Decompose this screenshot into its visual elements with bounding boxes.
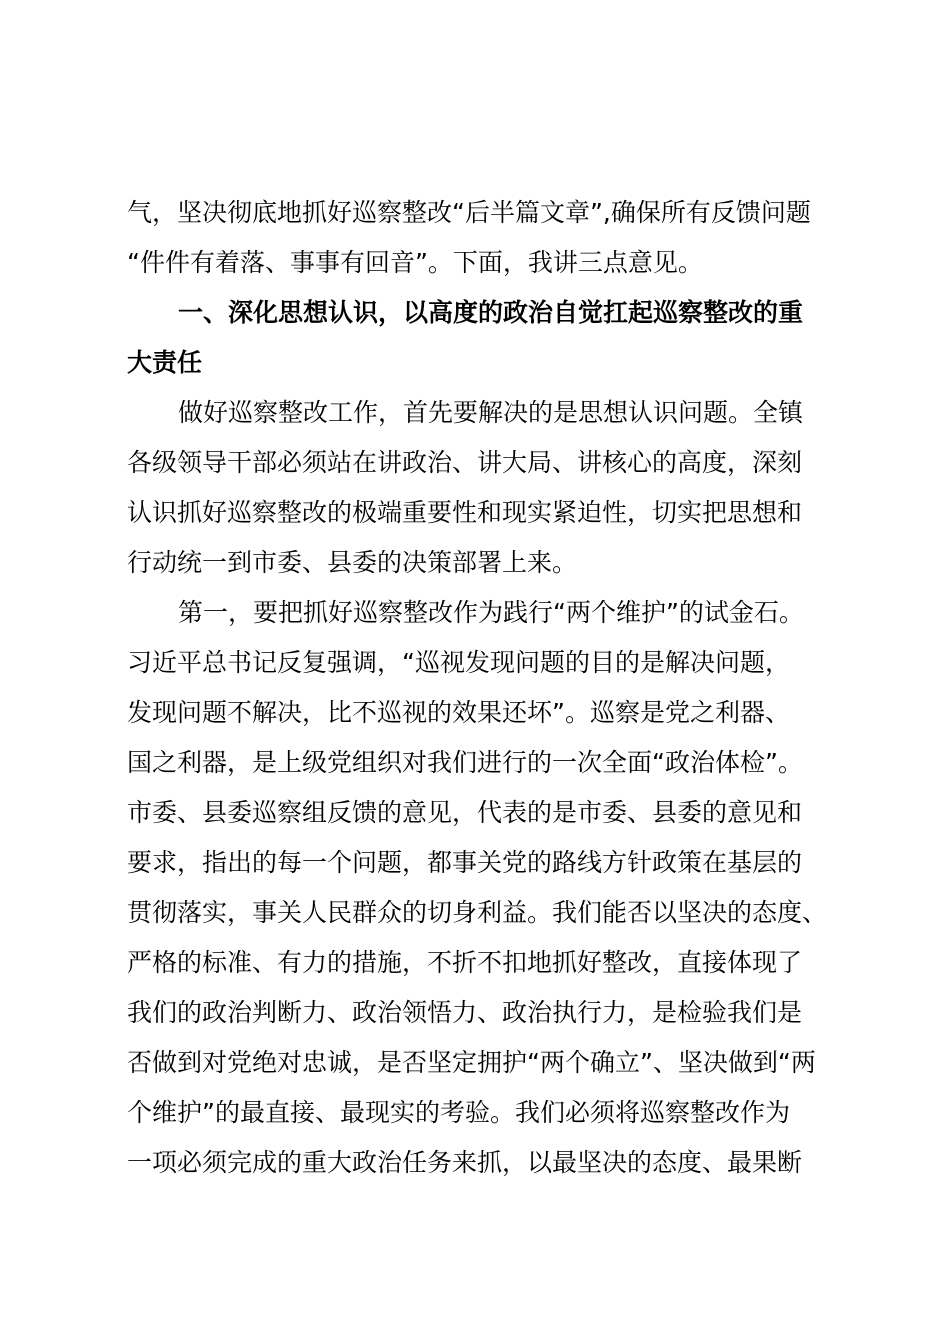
body-text-line: 各级领导干部必须站在讲政治、讲大局、讲核心的高度，深刻 — [127, 448, 803, 477]
body-text-line: 一项必须完成的重大政治任务来抓，以最坚决的态度、最果断 — [127, 1148, 803, 1177]
body-text-line: 要求，指出的每一个问题，都事关党的路线方针政策在基层的 — [127, 848, 803, 877]
body-text-line: 市委、县委巡察组反馈的意见，代表的是市委、县委的意见和 — [127, 798, 803, 827]
body-text-line: 国之利器，是上级党组织对我们进行的一次全面“政治体检”。 — [127, 748, 803, 777]
body-text-line: 我们的政治判断力、政治领悟力、政治执行力，是检验我们是 — [127, 998, 803, 1027]
body-text-line: “件件有着落、事事有回音”。下面，我讲三点意见。 — [127, 248, 703, 277]
body-text-line: 贯彻落实，事关人民群众的切身利益。我们能否以坚决的态度、 — [127, 898, 828, 927]
body-text-line: 行动统一到市委、县委的决策部署上来。 — [127, 548, 578, 577]
paragraph-first-line: 做好巡察整改工作，首先要解决的是思想认识问题。全镇 — [178, 398, 804, 427]
body-text-line: 认识抓好巡察整改的极端重要性和现实紧迫性，切实把思想和 — [127, 498, 803, 527]
section-heading: 一、深化思想认识，以高度的政治自觉扛起巡察整改的重 — [178, 298, 804, 327]
body-text-line: 否做到对党绝对忠诚，是否坚定拥护“两个确立”、坚决做到“两 — [127, 1048, 816, 1077]
paragraph-first-line: 第一，要把抓好巡察整改作为践行“两个维护”的试金石。 — [178, 598, 804, 627]
body-text-line: 严格的标准、有力的措施，不折不扣地抓好整改，直接体现了 — [127, 948, 803, 977]
body-text-line: 习近平总书记反复强调，“巡视发现问题的目的是解决问题， — [127, 648, 790, 677]
section-heading-continued: 大责任 — [127, 348, 203, 377]
body-text-line: 发现问题不解决，比不巡视的效果还坏”。巡察是党之利器、 — [127, 698, 790, 727]
body-text-line: 气，坚决彻底地抓好巡察整改“后半篇文章”,确保所有反馈问题 — [127, 198, 811, 227]
body-text-line: 个维护”的最直接、最现实的考验。我们必须将巡察整改作为 — [127, 1098, 790, 1127]
